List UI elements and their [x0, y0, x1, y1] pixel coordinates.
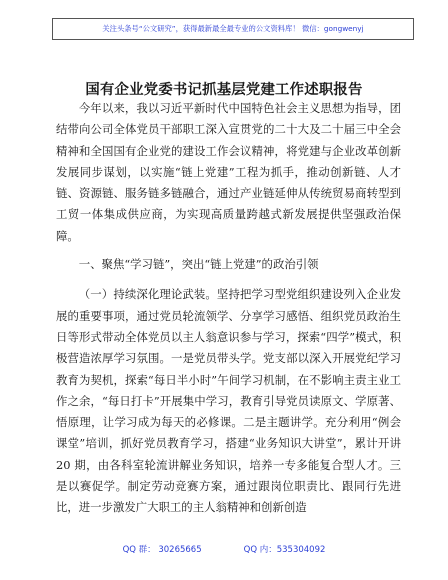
- body-paragraph: （一）持续深化理论武装。坚持把学习型党组织建设列入企业发展的重要事项，通过党员轮流领学、分享学习感悟、组织党员政治生日等形式带动全体党员以主人翁意识参与学习，探索“四学”模式，积极营造浓厚学习氛围。一是党员带头学。党支部以深入开展党纪学习教育为契机，探索“每日半小时”午间学习机制，在不影响主责主业工作之余，“每日打卡”开展集中学习，教育引导党员读原文、学原著、悟原理，让学习成为每天的必修课。二是主题讲学。充分利用“例会课堂”培训，抓好党员教育学习，搭建“业务知识大讲堂”，累计开讲 20 期，由各科室轮流讲解业务知识，培养一专多能复合型人才。三是以赛促学。制定劳动竞赛方案，通过跟岗位职责比、跟同行先进比，进一步激发广大职工的主人翁精神和创新创造: [56, 287, 401, 515]
- section-heading: 一、聚焦“学习链”，突出“链上党建”的政治引领: [78, 257, 319, 272]
- promo-banner: [52, 18, 414, 40]
- promo-banner-text: 关注头条号“公文研究”，获得最新最全最专业的公文资料库！ 微信：gongwenyj: [102, 24, 364, 33]
- footer-contact: [0, 543, 448, 555]
- qq-number: QQ 内：535304092: [243, 545, 326, 555]
- intro-paragraph: 今年以来，我以习近平新时代中国特色社会主义思想为指导，团结带向公司全体党员干部职工深入宣贯党的二十大及二十届三中全会精神和全国国有企业党的建设工作会议精神，将党建与企业改革创新发展同步谋划，以实施“链上党建”工程为抓手，推动创新链、人才链、资源链、服务链多链融合，通过产业链延伸从传统贸易商转型到工贸一体集成供应商，为实现高质量跨越式新发展提供坚强政治保障。: [56, 101, 401, 243]
- page-title: 国有企业党委书记抓基层党建工作述职报告: [85, 81, 363, 98]
- qq-group-number: QQ 群： 30265665: [122, 545, 202, 555]
- document-body: [56, 98, 401, 519]
